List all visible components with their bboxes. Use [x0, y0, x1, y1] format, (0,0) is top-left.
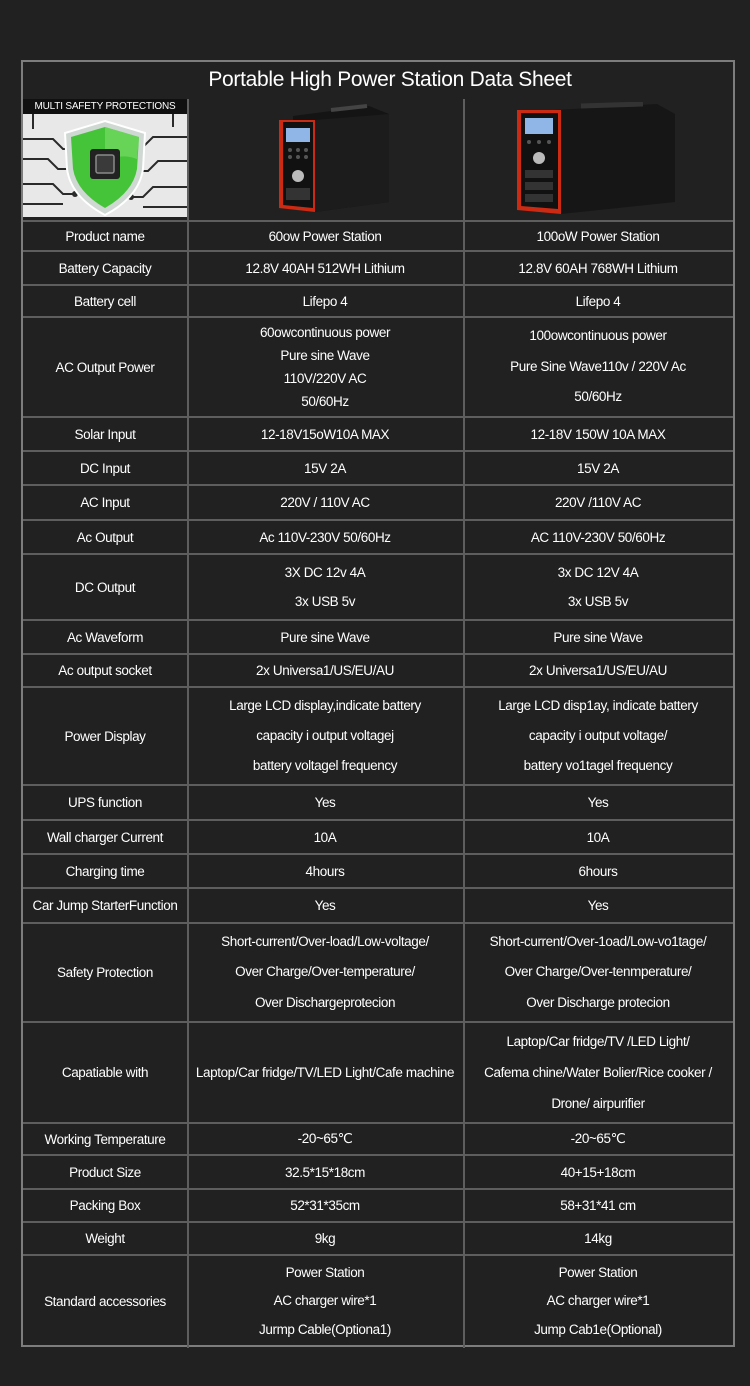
- row-divider: [23, 887, 733, 889]
- row-divider: [23, 284, 733, 286]
- table-row: [23, 785, 733, 820]
- row-label: [23, 221, 187, 251]
- value-1000w: [463, 1189, 733, 1222]
- value-600w: [187, 485, 463, 520]
- row-label: [23, 1255, 187, 1348]
- power-station-1000w-image: [511, 102, 681, 218]
- value-1000w: [463, 485, 733, 520]
- value-600w: [187, 923, 463, 1022]
- table-row: [23, 221, 733, 251]
- row-label: [23, 1222, 187, 1255]
- cell-text: -20~65℃: [570, 1131, 626, 1146]
- table-row: [23, 417, 733, 451]
- table-row: [23, 520, 733, 554]
- safety-badge: [23, 99, 187, 217]
- value-1000w: [463, 285, 733, 317]
- row-label: [23, 1189, 187, 1222]
- row-label: [23, 485, 187, 520]
- row-divider: [23, 853, 733, 855]
- row-divider: [23, 1221, 733, 1223]
- cell-text: Laptop/Car fridge/TV /LED Light/: [506, 1034, 690, 1049]
- column-divider-1: [187, 220, 189, 1348]
- cell-text: 100oW Power Station: [536, 228, 660, 244]
- table-row: [23, 1222, 733, 1255]
- cell-text: 12.8V 40AH 512WH Lithium: [245, 260, 405, 276]
- cell-text: AC 110V-230V 50/60Hz: [530, 529, 666, 545]
- cell-text: capacity i output voltagej: [256, 728, 394, 743]
- table-row: [23, 888, 733, 923]
- value-600w: [187, 1155, 463, 1189]
- cell-text: Cafema chine/Water Bolier/Rice cooker /: [484, 1065, 712, 1080]
- table-row: [23, 1189, 733, 1222]
- cell-text: 2x Universa1/US/EU/AU: [529, 663, 667, 678]
- cell-text: Pure sine Wave: [553, 629, 643, 645]
- cell-text: 10A: [586, 829, 610, 845]
- row-divider: [23, 1154, 733, 1156]
- cell-text: Large LCD display,indicate battery: [229, 698, 421, 713]
- cell-text: Pure sine Wave: [280, 629, 370, 645]
- cell-text: UPS function: [68, 795, 142, 810]
- row-label: [23, 820, 187, 854]
- cell-text: Ac Waveform: [66, 629, 144, 645]
- cell-text: Ac output socket: [58, 663, 152, 678]
- value-600w: [187, 854, 463, 888]
- row-divider: [23, 686, 733, 688]
- row-label: [23, 285, 187, 317]
- cell-text: 6hours: [578, 863, 618, 879]
- cell-text: Wall charger Current: [46, 829, 164, 845]
- row-divider: [23, 416, 733, 418]
- value-1000w: [463, 888, 733, 923]
- value-1000w: [463, 1022, 733, 1123]
- value-1000w: [463, 317, 733, 417]
- row-label: [23, 554, 187, 620]
- cell-text: capacity i output voltage/: [528, 728, 668, 743]
- row-divider: [23, 450, 733, 452]
- value-1000w: [463, 687, 733, 785]
- cell-text: Lifepo 4: [575, 293, 621, 309]
- value-600w: [187, 451, 463, 485]
- value-1000w: [463, 654, 733, 687]
- row-divider: [23, 1122, 733, 1124]
- table-row: [23, 687, 733, 785]
- value-1000w: [463, 221, 733, 251]
- value-1000w: [463, 620, 733, 654]
- row-divider: [23, 819, 733, 821]
- header-divider-1: [187, 99, 189, 220]
- value-600w: [187, 620, 463, 654]
- value-1000w: [463, 1155, 733, 1189]
- cell-text: Yes: [314, 795, 336, 810]
- row-label: [23, 654, 187, 687]
- table-row: [23, 285, 733, 317]
- value-600w: [187, 888, 463, 923]
- row-label: [23, 854, 187, 888]
- row-label: [23, 451, 187, 485]
- value-1000w: [463, 417, 733, 451]
- row-divider: [23, 922, 733, 924]
- table-row: [23, 1123, 733, 1155]
- cell-text: Short-current/Over-load/Low-voltage/: [221, 934, 429, 949]
- value-1000w: [463, 451, 733, 485]
- table-row: [23, 854, 733, 888]
- value-1000w: [463, 820, 733, 854]
- row-divider: [23, 653, 733, 655]
- cell-text: 110V/220V AC: [283, 371, 367, 386]
- row-label: [23, 687, 187, 785]
- cell-text: 3x USB 5v: [294, 594, 356, 609]
- row-divider: [23, 1254, 733, 1256]
- row-divider: [23, 519, 733, 521]
- value-600w: [187, 1189, 463, 1222]
- cell-text: Over Charge/Over-tenmperature/: [504, 964, 692, 980]
- table-row: [23, 251, 733, 285]
- row-label: [23, 888, 187, 923]
- data-sheet: [21, 60, 735, 1347]
- cell-text: Jump Cab1e(Optional): [534, 1321, 662, 1337]
- value-1000w: [463, 1255, 733, 1348]
- cell-text: 3x USB 5v: [567, 594, 629, 609]
- cell-text: 15V 2A: [304, 460, 346, 476]
- cell-text: 220V /110V AC: [554, 495, 642, 510]
- value-600w: [187, 1255, 463, 1348]
- cell-text: Capatiable with: [61, 1065, 149, 1080]
- cell-text: 15V 2A: [577, 460, 619, 476]
- cell-text: 3X DC 12v 4A: [284, 565, 366, 580]
- row-label: [23, 251, 187, 285]
- cell-text: 2x Universa1/US/EU/AU: [256, 663, 394, 678]
- cell-text: Lifepo 4: [302, 293, 348, 309]
- row-label: [23, 923, 187, 1022]
- cell-text: Short-current/Over-1oad/Low-vo1tage/: [489, 934, 707, 949]
- cell-text: Pure sine Wave: [280, 348, 370, 363]
- value-600w: [187, 654, 463, 687]
- table-row: [23, 485, 733, 520]
- cell-text: Battery cell: [74, 293, 136, 309]
- value-600w: [187, 317, 463, 417]
- cell-text: 50/60Hz: [301, 394, 349, 409]
- cell-text: 58+31*41 cm: [560, 1198, 636, 1213]
- value-1000w: [463, 854, 733, 888]
- row-label: [23, 1123, 187, 1155]
- cell-text: Car Jump StarterFunction: [32, 898, 178, 913]
- cell-text: 50/60Hz: [574, 389, 622, 405]
- cell-text: Ac 110V-230V 50/60Hz: [259, 529, 391, 545]
- cell-text: 4hours: [305, 863, 345, 879]
- value-600w: [187, 785, 463, 820]
- cell-text: 60ow Power Station: [268, 228, 382, 244]
- cell-text: Working Temperature: [44, 1131, 166, 1147]
- cell-text: Yes: [587, 898, 609, 913]
- value-1000w: [463, 785, 733, 820]
- cell-text: Ac Output: [76, 529, 134, 545]
- cell-text: Product name: [65, 228, 145, 244]
- circuit-shield-illustration: [23, 99, 187, 217]
- cell-text: -20~65℃: [297, 1131, 353, 1146]
- value-1000w: [463, 1123, 733, 1155]
- cell-text: 32.5*15*18cm: [284, 1164, 365, 1180]
- cell-text: Standard accessories: [44, 1294, 166, 1309]
- cell-text: battery vo1tagel frequency: [523, 758, 673, 773]
- cell-text: 100owcontinuous power: [529, 327, 667, 343]
- cell-text: DC Output: [74, 579, 136, 595]
- table-row: [23, 654, 733, 687]
- safety-badge-label: MULTI SAFETY PROTECTIONS: [23, 99, 187, 114]
- cell-text: Pure Sine Wave110v / 220V Ac: [510, 358, 686, 374]
- value-600w: [187, 687, 463, 785]
- value-600w: [187, 520, 463, 554]
- row-divider: [23, 784, 733, 786]
- column-divider-2: [463, 220, 465, 1348]
- value-1000w: [463, 923, 733, 1022]
- value-600w: [187, 1123, 463, 1155]
- cell-text: AC Input: [80, 495, 130, 510]
- cell-text: Packing Box: [69, 1198, 141, 1213]
- header-divider-2: [463, 99, 465, 220]
- table-row: [23, 923, 733, 1022]
- row-divider: [23, 484, 733, 486]
- table-row: [23, 620, 733, 654]
- power-station-600w-image: [271, 104, 397, 216]
- table-row: [23, 1255, 733, 1348]
- value-600w: [187, 1222, 463, 1255]
- cell-text: Over Charge/Over-temperature/: [235, 964, 415, 980]
- row-divider: [23, 619, 733, 621]
- cell-text: Product Size: [69, 1164, 141, 1180]
- row-divider: [23, 250, 733, 252]
- value-600w: [187, 554, 463, 620]
- row-divider: [23, 1021, 733, 1023]
- table-row: [23, 820, 733, 854]
- cell-text: 220V / 110V AC: [280, 495, 370, 510]
- row-label: [23, 317, 187, 417]
- cell-text: Safety Protection: [56, 965, 153, 980]
- cell-text: Weight: [85, 1231, 125, 1246]
- value-600w: [187, 221, 463, 251]
- cell-text: 10A: [313, 829, 337, 845]
- row-divider: [23, 1188, 733, 1190]
- value-1000w: [463, 554, 733, 620]
- row-label: [23, 785, 187, 820]
- value-600w: [187, 820, 463, 854]
- row-label: [23, 1155, 187, 1189]
- cell-text: 40+15+18cm: [560, 1164, 636, 1180]
- value-600w: [187, 1022, 463, 1123]
- table-row: [23, 317, 733, 417]
- cell-text: Over Discharge protecion: [526, 994, 670, 1010]
- value-1000w: [463, 520, 733, 554]
- cell-text: Over Dischargeprotecion: [254, 994, 396, 1010]
- cell-text: 52*31*35cm: [290, 1198, 360, 1213]
- cell-text: Large LCD disp1ay, indicate battery: [498, 698, 698, 713]
- cell-text: Battery Capacity: [58, 260, 152, 276]
- cell-text: Jurmp Cable(Optiona1): [259, 1321, 391, 1337]
- cell-text: Power Station: [285, 1265, 365, 1280]
- cell-text: 12.8V 60AH 768WH Lithium: [518, 260, 678, 276]
- row-label: [23, 417, 187, 451]
- table-row: [23, 554, 733, 620]
- row-label: [23, 520, 187, 554]
- value-600w: [187, 285, 463, 317]
- value-600w: [187, 251, 463, 285]
- cell-text: Yes: [587, 795, 609, 810]
- cell-text: 9kg: [314, 1231, 336, 1246]
- row-divider: [23, 220, 733, 222]
- cell-text: 12-18V15oW10A MAX: [260, 426, 390, 442]
- cell-text: battery voltagel frequency: [252, 758, 398, 773]
- cell-text: Power Display: [64, 728, 146, 744]
- row-divider: [23, 553, 733, 555]
- cell-text: 60owcontinuous power: [259, 325, 391, 340]
- cell-text: DC Input: [79, 460, 131, 476]
- cell-text: 12-18V 150W 10A MAX: [530, 426, 666, 442]
- table-row: [23, 1155, 733, 1189]
- cell-text: Drone/ airpurifier: [551, 1096, 645, 1111]
- cell-text: AC charger wire*1: [273, 1293, 377, 1309]
- value-600w: [187, 417, 463, 451]
- row-divider: [23, 316, 733, 318]
- value-1000w: [463, 1222, 733, 1255]
- cell-text: Power Station: [558, 1265, 638, 1280]
- cell-text: AC charger wire*1: [546, 1293, 650, 1309]
- row-label: [23, 1022, 187, 1123]
- row-label: [23, 620, 187, 654]
- cell-text: 14kg: [584, 1231, 612, 1246]
- cell-text: 3x DC 12V 4A: [557, 565, 639, 580]
- sheet-title: Portable High Power Station Data Sheet: [208, 68, 572, 91]
- table-row: [23, 1022, 733, 1123]
- value-1000w: [463, 251, 733, 285]
- cell-text: AC Output Power: [55, 359, 155, 375]
- cell-text: Charging time: [65, 863, 145, 879]
- cell-text: Laptop/Car fridge/TV/LED Light/Cafe machine: [195, 1065, 455, 1080]
- cell-text: Solar Input: [74, 426, 136, 442]
- table-row: [23, 451, 733, 485]
- cell-text: Yes: [314, 898, 336, 913]
